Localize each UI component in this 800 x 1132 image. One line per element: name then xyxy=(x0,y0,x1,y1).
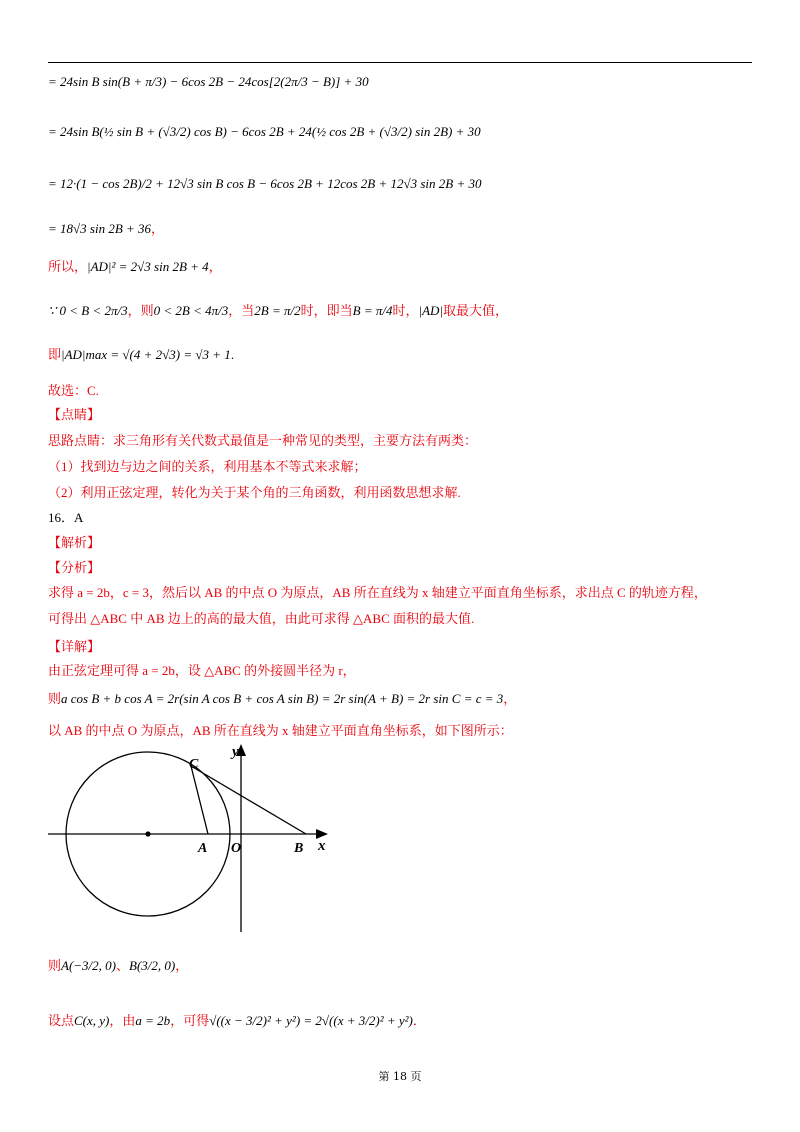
because-a: ∵ 0 < B < 2π/3 xyxy=(48,303,128,318)
circle-center-dot xyxy=(145,831,150,836)
because-e: 2B = π/2 xyxy=(254,303,301,318)
coords-suffix: ， xyxy=(175,958,189,973)
because-d: ，当 xyxy=(228,303,255,318)
max-suffix: . xyxy=(230,347,235,362)
dianjing-line-1: 思路点睛：求三角形有关代数式最值是一种常见的类型，主要方法有两类： xyxy=(48,433,478,448)
coords-b: B(3/2, 0) xyxy=(129,958,176,973)
max-math: |AD|max = √(4 + 2√3) = √3 + 1 xyxy=(61,347,231,362)
set-suffix: ． xyxy=(412,1013,426,1028)
max-line xyxy=(48,344,234,363)
xiangjie-line-1: 由正弦定理可得 a = 2b，设 △ABC 的外接圆半径为 r， xyxy=(48,663,356,678)
xiangjie-line-3: 以 AB 的中点 O 为原点，AB 所在直线为 x 轴建立平面直角坐标系，如下图所示： xyxy=(48,723,513,738)
because-b: ，则 xyxy=(127,303,154,318)
because-j: 取最大值， xyxy=(443,303,509,318)
so-suffix: ， xyxy=(208,259,222,274)
so-math: |AD|² = 2√3 sin 2B + 4 xyxy=(87,259,209,274)
label-C: C xyxy=(189,757,199,772)
because-h: 时， xyxy=(392,303,419,318)
coords-a: A(−3/2, 0) xyxy=(61,958,116,973)
because-f: 时，即当 xyxy=(300,303,353,318)
set-math: √((x − 3/2)² + y²) = 2√((x + 3/2)² + y²) xyxy=(209,1013,413,1028)
equation-line-1: = 24sin B sin(B + π/3) − 6cos 2B − 24cos[2(2π/3 − B)] + 30 xyxy=(48,74,369,89)
set-point-line xyxy=(48,1010,426,1029)
equation-line-4 xyxy=(48,218,164,237)
label-x: x xyxy=(318,838,326,854)
dianjing-header: 【点睛】 xyxy=(48,407,101,422)
label-y: y xyxy=(232,744,239,760)
so-prefix: 所以， xyxy=(48,259,88,274)
set-prefix: 设点 xyxy=(48,1013,75,1028)
equation-line-4-math: = 18√3 sin 2B + 36 xyxy=(48,221,152,236)
fenxi-line-1: 求得 a = 2b，c = 3，然后以 AB 的中点 O 为原点，AB 所在直线为 x 轴建立平面直角坐标系，求出点 C 的轨迹方程， xyxy=(48,585,707,600)
dianjing-line-2: （1）找到边与边之间的关系，利用基本不等式来求解； xyxy=(48,459,367,474)
xj2-math: a cos B + b cos A = 2r(sin A cos B + cos A sin B) = 2r sin(A + B) = 2r sin C = c = 3 xyxy=(61,691,504,706)
set-point: C(x, y) xyxy=(74,1013,110,1028)
dianjing-line-3: （2）利用正弦定理，转化为关于某个角的三角函数，利用函数思想求解. xyxy=(48,485,461,500)
fenxi-line-2: 可得出 △ABC 中 AB 边上的高的最大值，由此可求得 △ABC 面积的最大值. xyxy=(48,611,475,626)
so-line xyxy=(48,256,222,275)
equation-line-4-punct: ， xyxy=(151,221,165,236)
answer-15: 故选：C. xyxy=(48,383,99,398)
coords-prefix: 则 xyxy=(48,958,62,973)
top-rule xyxy=(48,62,752,63)
label-A: A xyxy=(198,841,208,856)
coordinate-diagram xyxy=(48,742,338,934)
coords-line xyxy=(48,955,188,974)
xj2-suffix: ， xyxy=(503,691,517,706)
set-mid2: ，可得 xyxy=(170,1013,210,1028)
fenxi-header: 【分析】 xyxy=(48,560,101,575)
question-16: 16．A xyxy=(48,510,84,525)
jiexi-header: 【解析】 xyxy=(48,535,101,550)
because-line xyxy=(48,300,508,319)
equation-line-2: = 24sin B(½ sin B + (√3/2) cos B) − 6cos 2B + 24(½ cos 2B + (√3/2) sin 2B) + 30 xyxy=(48,124,481,139)
coords-sep: 、 xyxy=(116,958,130,973)
because-i: |AD| xyxy=(418,303,443,318)
because-c: 0 < 2B < 4π/3 xyxy=(153,303,229,318)
page-footer: 第 18 页 xyxy=(378,1070,422,1083)
label-O: O xyxy=(231,841,242,856)
xiangjie-header: 【详解】 xyxy=(48,639,101,654)
label-B: B xyxy=(294,841,304,856)
xj2-prefix: 则 xyxy=(48,691,62,706)
xiangjie-line-2 xyxy=(48,688,516,707)
set-mid: ，由 xyxy=(109,1013,136,1028)
max-prefix: 即 xyxy=(48,347,62,362)
because-g: B = π/4 xyxy=(352,303,393,318)
set-cond: a = 2b xyxy=(135,1013,171,1028)
segment-CB xyxy=(191,766,306,834)
equation-line-3: = 12·(1 − cos 2B)/2 + 12√3 sin B cos B − 6cos 2B + 12cos 2B + 12√3 sin 2B + 30 xyxy=(48,176,482,191)
